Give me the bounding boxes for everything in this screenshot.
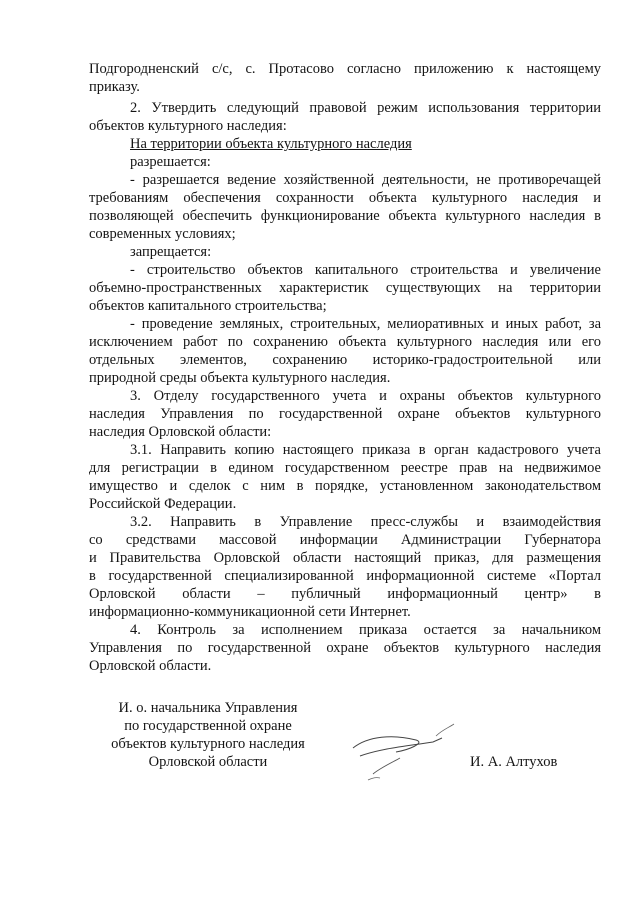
text-line: объектов капитального строительства; (89, 298, 327, 314)
text-line: для регистрации в едином государственном реестре прав на недвижимое (89, 460, 601, 476)
text-line: исключением работ по сохранению объекта культурного наследия или его (89, 334, 601, 350)
text-line: имущество и сделок с ним в порядке, установленном законодательством (89, 478, 601, 494)
text-line: Орловской области – публичный информационный центр» в (89, 586, 601, 602)
text-line: Управления по государственной охране объектов культурного наследия (89, 640, 601, 656)
text-line: 4. Контроль за исполнением приказа остается за начальником (130, 622, 601, 638)
text-line: со средствами массовой информации Администрации Губернатора (89, 532, 601, 548)
text-line: 3.1. Направить копию настоящего приказа в орган кадастрового учета (130, 442, 601, 458)
signatory-name: И. А. Алтухов (470, 754, 558, 770)
text-line: объектов культурного наследия: (89, 118, 287, 134)
text-line: позволяющей обеспечить функционирование объекта культурного наследия в (89, 208, 601, 224)
text-line: природной среды объекта культурного наследия. (89, 370, 391, 386)
text-line: 3. Отделу государственного учета и охраны объектов культурного (130, 388, 601, 404)
text-line: Подгородненский с/с, с. Протасово согласно приложению к настоящему (89, 61, 601, 77)
text-line: - проведение земляных, строительных, мелиоративных и иных работ, за (130, 316, 601, 332)
handwritten-signature (338, 718, 468, 788)
text-line: требованиям обеспечения сохранности объекта культурного наследия и (89, 190, 601, 206)
text-line: наследия Орловской области: (89, 424, 272, 440)
text-line: 2. Утвердить следующий правовой режим использования территории (130, 100, 601, 116)
text-line: Российской Федерации. (89, 496, 237, 512)
section-heading: На территории объекта культурного наследия (130, 136, 412, 152)
text-line: - разрешается ведение хозяйственной деятельности, не противоречащей (130, 172, 601, 188)
text-line: отдельных элементов, сохранению историко-градостроительной или (89, 352, 601, 368)
text-line: - строительство объектов капитального строительства и увеличение (130, 262, 601, 278)
text-line: информационно-коммуникационной сети Интернет. (89, 604, 411, 620)
text-line: Орловской области. (89, 658, 212, 674)
text-line: приказу. (89, 79, 140, 95)
text-line: наследия Управления по государственной охране объектов культурного (89, 406, 601, 422)
signature-position-line: Орловской области (148, 754, 268, 770)
signature-position-line: по государственной охране (124, 718, 292, 734)
text-line: 3.2. Направить в Управление пресс-службы и взаимодействия (130, 514, 601, 530)
text-line: запрещается: (130, 244, 212, 260)
text-line: разрешается: (130, 154, 211, 170)
text-line: в государственной специализированной информационной системе «Портал (89, 568, 601, 584)
signature-position-line: объектов культурного наследия (111, 736, 305, 752)
text-line: объемно-пространственных характеристик существующих на территории (89, 280, 601, 296)
signature-position-line: И. о. начальника Управления (118, 700, 298, 716)
text-line: и Правительства Орловской области настоящий приказ, для размещения (89, 550, 601, 566)
text-line: современных условиях; (89, 226, 236, 242)
